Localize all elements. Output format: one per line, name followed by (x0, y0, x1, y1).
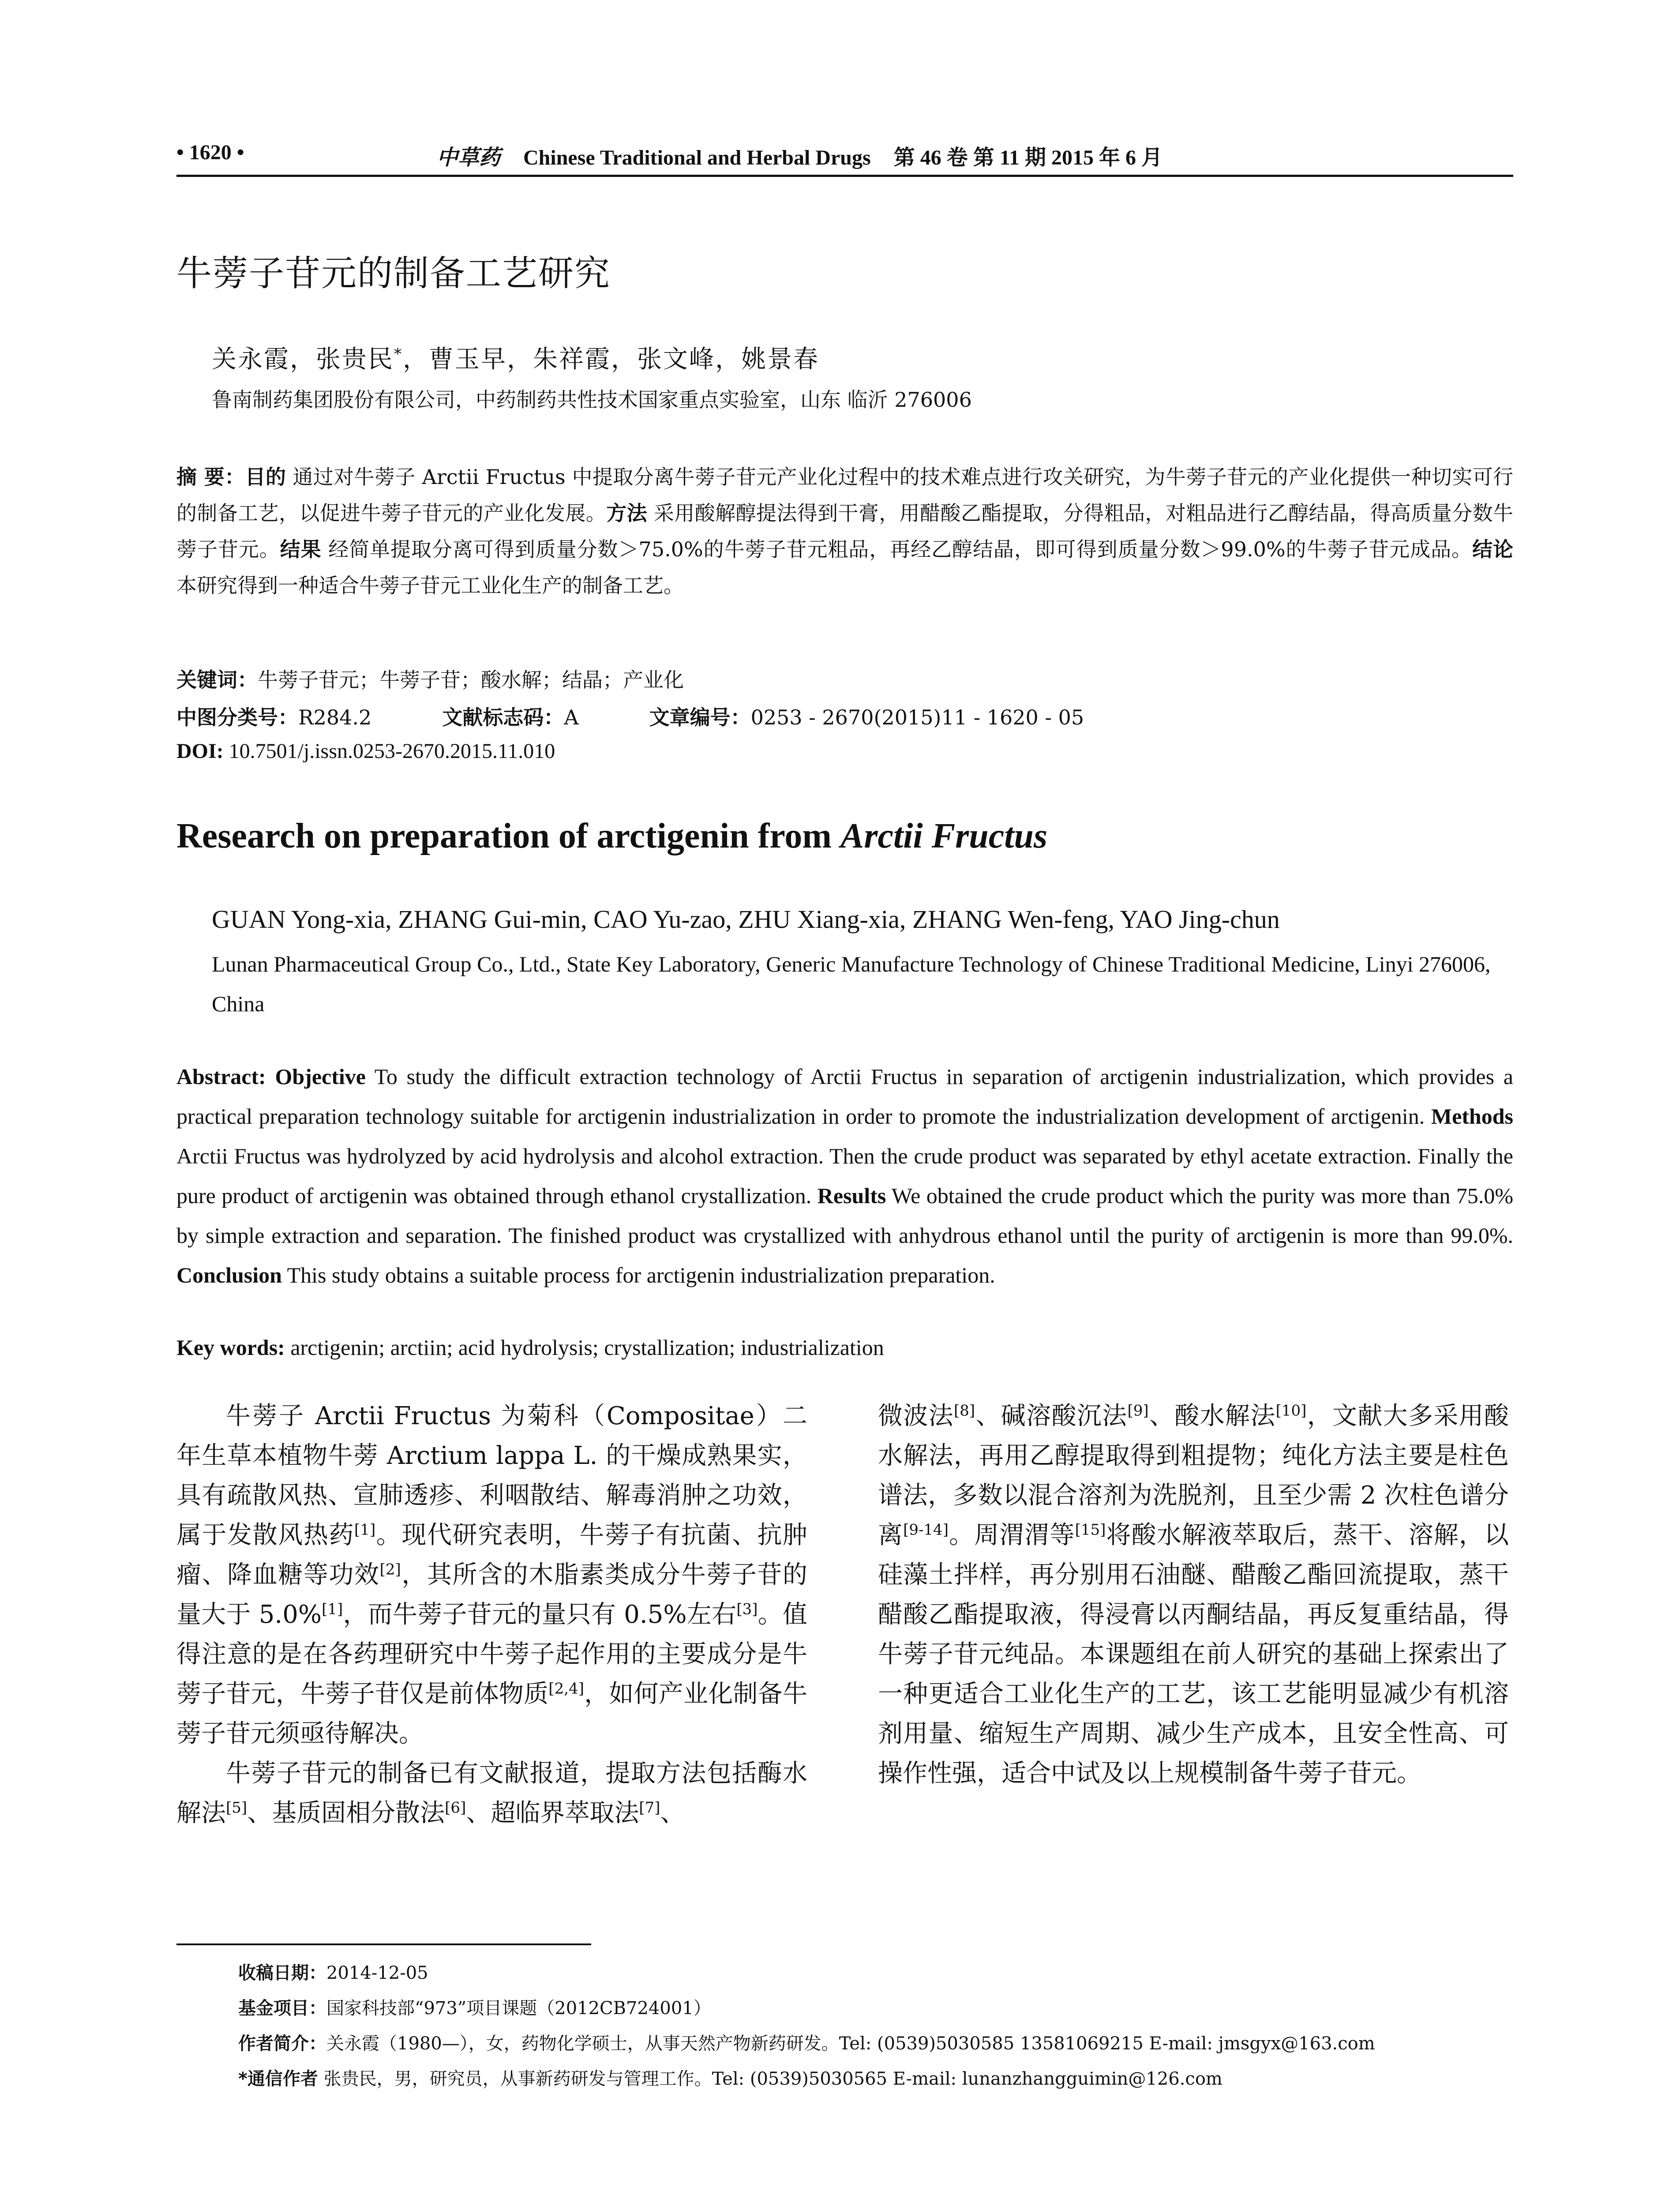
abstract-en-conclusion-label: Conclusion (176, 1263, 282, 1287)
corresponding-mark: * (394, 345, 403, 363)
footnote-text: 2014-12-05 (326, 1963, 428, 1983)
abstract-cn-label: 摘 要： (176, 465, 245, 489)
body-text: 微波法 (878, 1402, 954, 1430)
body-text: 、 (660, 1799, 685, 1827)
citation-ref[interactable]: [8] (953, 1402, 975, 1420)
body-column-right (878, 1396, 1509, 1793)
abstract-cn-objective-label: 目的 (245, 465, 286, 489)
clc-value: R284.2 (298, 705, 372, 729)
body-paragraph-2-cont (878, 1396, 1509, 1793)
footnote-text: 张贵民，男，研究员，从事新药研发与管理工作。Tel: (0539)5030565 E-mail: lunanzhangguimin@126.com (318, 2069, 1222, 2089)
citation-ref[interactable]: [1] (322, 1600, 343, 1618)
footnote-author (238, 2030, 1375, 2055)
abstract-cn-methods-label: 方法 (606, 501, 647, 525)
abstract-en (176, 1057, 1513, 1295)
body-text: ，而牛蒡子苷元的量只有 0.5%左右 (343, 1600, 737, 1629)
abstract-cn-methods: 采用酸解醇提法得到干膏，用醋酸乙酯提取，分得粗品，对粗品进行乙醇结晶，得高质量分数牛蒡子苷元。 (176, 501, 1514, 561)
authors-cn-first: 关永霞，张贵民 (212, 345, 394, 374)
body-text: 。周渭渭等 (949, 1521, 1075, 1549)
abstract-en-methods-label: Methods (1431, 1104, 1513, 1129)
title-en (176, 816, 1047, 856)
keywords-en-label: Key words: (176, 1335, 285, 1360)
footnote-label: 基金项目： (238, 1998, 326, 2018)
abstract-cn-objective: 通过对牛蒡子 Arctii Fructus 中提取分离牛蒡子苷元产业化过程中的技术难点进行攻关研究，为牛蒡子苷元的产业化提供一种切实可行的制备工艺，以促进牛蒡子苷元的产业化发展。 (176, 465, 1513, 525)
journal-name (437, 140, 1162, 171)
title-en-italic: Arctii Fructus (840, 817, 1048, 855)
journal-name-cn: 中草药 (437, 145, 501, 170)
keywords-cn-label: 关键词： (176, 668, 258, 692)
citation-ref[interactable]: [2,4] (548, 1680, 584, 1698)
citation-ref[interactable]: [9-14] (903, 1521, 949, 1539)
footnote-label: 作者简介： (238, 2033, 326, 2054)
citation-ref[interactable]: [6] (445, 1799, 466, 1817)
running-header (176, 140, 1513, 171)
authors-cn-rest: ，曹玉早，朱祥霞，张文峰，姚景春 (403, 345, 819, 374)
abstract-en-methods: Arctii Fructus was hydrolyzed by acid hydrolysis and alcohol extraction. Then the crude product was separated by ethyl acetate extraction. Finally the pure product of arctigenin was obtained through ethanol crystallization. (176, 1144, 1513, 1208)
body-paragraph-2 (176, 1754, 807, 1833)
body-text: 牛蒡子苷元的制备已有文献报道，提取方法包括酶水解法 (176, 1759, 807, 1827)
body-text: 。现代研究表明，牛蒡子有抗菌、抗肿瘤、降血糖等功效 (176, 1521, 808, 1589)
body-text: 、酸水解法 (1148, 1402, 1276, 1430)
classification-line (176, 702, 1084, 731)
footnote-label: 收稿日期： (238, 1963, 326, 1983)
body-text: ，文献大多采用酸水解法，再用乙醇提取得到粗提物；纯化方法主要是柱色谱法，多数以混合溶剂为洗脱剂，且至少需 2 次柱色谱分离 (878, 1402, 1509, 1549)
doc-code-value: A (564, 705, 579, 729)
body-text: ，如何产业化制备牛蒡子苷元须亟待解决。 (176, 1680, 808, 1748)
article-number-value: 0253 - 2670(2015)11 - 1620 - 05 (750, 705, 1084, 729)
citation-ref[interactable]: [5] (226, 1799, 248, 1817)
footnote-corresponding (238, 2065, 1222, 2090)
body-column-left (176, 1396, 807, 1833)
abstract-cn-conclusion: 本研究得到一种适合牛蒡子苷元工业化生产的制备工艺。 (176, 574, 684, 597)
abstract-en-results: We obtained the crude product which the purity was more than 75.0% by simple extraction and separation. The finished product was crystallized with anhydrous ethanol until the purity of arctigenin is more than 99.0%. (176, 1183, 1514, 1248)
doc-code-label: 文献标志码： (442, 705, 564, 729)
affiliation-cn: 鲁南制药集团股份有限公司，中药制药共性技术国家重点实验室，山东 临沂 276006 (212, 388, 972, 412)
body-text: 、超临界萃取法 (466, 1799, 639, 1827)
title-en-main: Research on preparation of arctigenin from (176, 817, 841, 855)
footnote-rule (176, 1943, 591, 1945)
footnote-received (238, 1959, 428, 1984)
affiliation-en: Lunan Pharmaceutical Group Co., Ltd., State Key Laboratory, Generic Manufacture Technology of Chinese Traditional Medicine, Linyi 276006, China (212, 952, 1491, 1016)
abstract-cn-results: 经简单提取分离可得到质量分数＞75.0%的牛蒡子苷元粗品，再经乙醇结晶，即可得到质量分数＞99.0%的牛蒡子苷元成品。 (321, 537, 1473, 561)
keywords-cn-text: 牛蒡子苷元；牛蒡子苷；酸水解；结晶；产业化 (258, 668, 684, 692)
page-number: • 1620 • (176, 141, 244, 164)
citation-ref[interactable]: [9] (1127, 1402, 1149, 1420)
abstract-cn-conclusion-label: 结论 (1472, 537, 1514, 561)
clc-label: 中图分类号： (176, 705, 298, 729)
citation-ref[interactable]: [10] (1275, 1402, 1307, 1420)
abstract-en-objective-label: Abstract: Objective (176, 1064, 366, 1089)
keywords-en (176, 1335, 884, 1360)
doi-label: DOI: (176, 739, 224, 763)
abstract-en-conclusion: This study obtains a suitable process for arctigenin industrialization preparation. (281, 1263, 995, 1287)
journal-name-en: Chinese Traditional and Herbal Drugs (523, 146, 871, 169)
keywords-en-text: arctigenin; arctiin; acid hydrolysis; crystallization; industrialization (285, 1335, 884, 1360)
body-text: ，其所含的木脂素类成分牛蒡子苷的量大于 5.0% (176, 1561, 807, 1629)
authors-en: GUAN Yong-xia, ZHANG Gui-min, CAO Yu-zao, ZHU Xiang-xia, ZHANG Wen-feng, YAO Jing-chun (212, 905, 1280, 934)
citation-ref[interactable]: [2] (379, 1561, 401, 1579)
citation-ref[interactable]: [3] (736, 1600, 758, 1618)
journal-issue: 第 46 卷 第 11 期 2015 年 6 月 (893, 146, 1163, 169)
citation-ref[interactable]: [7] (639, 1799, 660, 1817)
body-text: 将酸水解液萃取后，蒸干、溶解，以硅藻土拌样，再分别用石油醚、醋酸乙酯回流提取，蒸干醋酸乙酯提取液，得浸膏以丙酮结晶，再反复重结晶，得牛蒡子苷元纯品。本课题组在前人研究的基础上探索出了一种更适合工业化生产的工艺，该工艺能明显减少有机溶剂用量、缩短生产周期、减少生产成本，且安全性高、可操作性强，适合中试及以上规模制备牛蒡子苷元。 (878, 1521, 1509, 1788)
footnote-text: 国家科技部“973”项目课题（2012CB724001） (326, 1998, 711, 2018)
abstract-en-objective: To study the difficult extraction technology of Arctii Fructus in separation of arctigenin industrialization, which provides a practical preparation technology suitable for arctigenin industrialization in order to promote the industrialization development of arctigenin. (176, 1064, 1513, 1129)
keywords-cn (176, 664, 684, 693)
footnote-fund (238, 1994, 711, 2019)
citation-ref[interactable]: [15] (1075, 1521, 1106, 1539)
header-rule (176, 175, 1513, 177)
abstract-en-results-label: Results (817, 1183, 886, 1208)
body-text: 、碱溶酸沉法 (975, 1402, 1128, 1430)
abstract-cn (176, 459, 1513, 604)
body-paragraph-1 (176, 1396, 807, 1754)
article-number-label: 文章编号： (649, 705, 751, 729)
footnote-label: *通信作者 (238, 2069, 318, 2089)
body-text: 、基质固相分散法 (247, 1799, 445, 1827)
footnote-text: 关永霞（1980—），女，药物化学硕士，从事天然产物新药研发。Tel: (0539)5030585 13581069215 E-mail: jmsgyx@163.com (326, 2033, 1375, 2054)
body-text: 。值得注意的是在各药理研究中牛蒡子起作用的主要成分是牛蒡子苷元，牛蒡子苷仅是前体物质 (176, 1600, 807, 1708)
body-text: 牛蒡子 Arctii Fructus 为菊科（Compositae）二年生草本植物牛蒡 Arctium lappa L. 的干燥成熟果实，具有疏散风热、宣肺透疹、利咽散结、解毒消肿之功效，属于发散风热药 (176, 1402, 807, 1549)
doi-value[interactable]: 10.7501/j.issn.0253-2670.2015.11.010 (223, 739, 555, 763)
doi-line (176, 739, 555, 763)
title-cn: 牛蒡子苷元的制备工艺研究 (176, 253, 611, 294)
authors-cn (212, 340, 819, 375)
citation-ref[interactable]: [1] (354, 1521, 376, 1539)
abstract-cn-results-label: 结果 (280, 537, 322, 561)
